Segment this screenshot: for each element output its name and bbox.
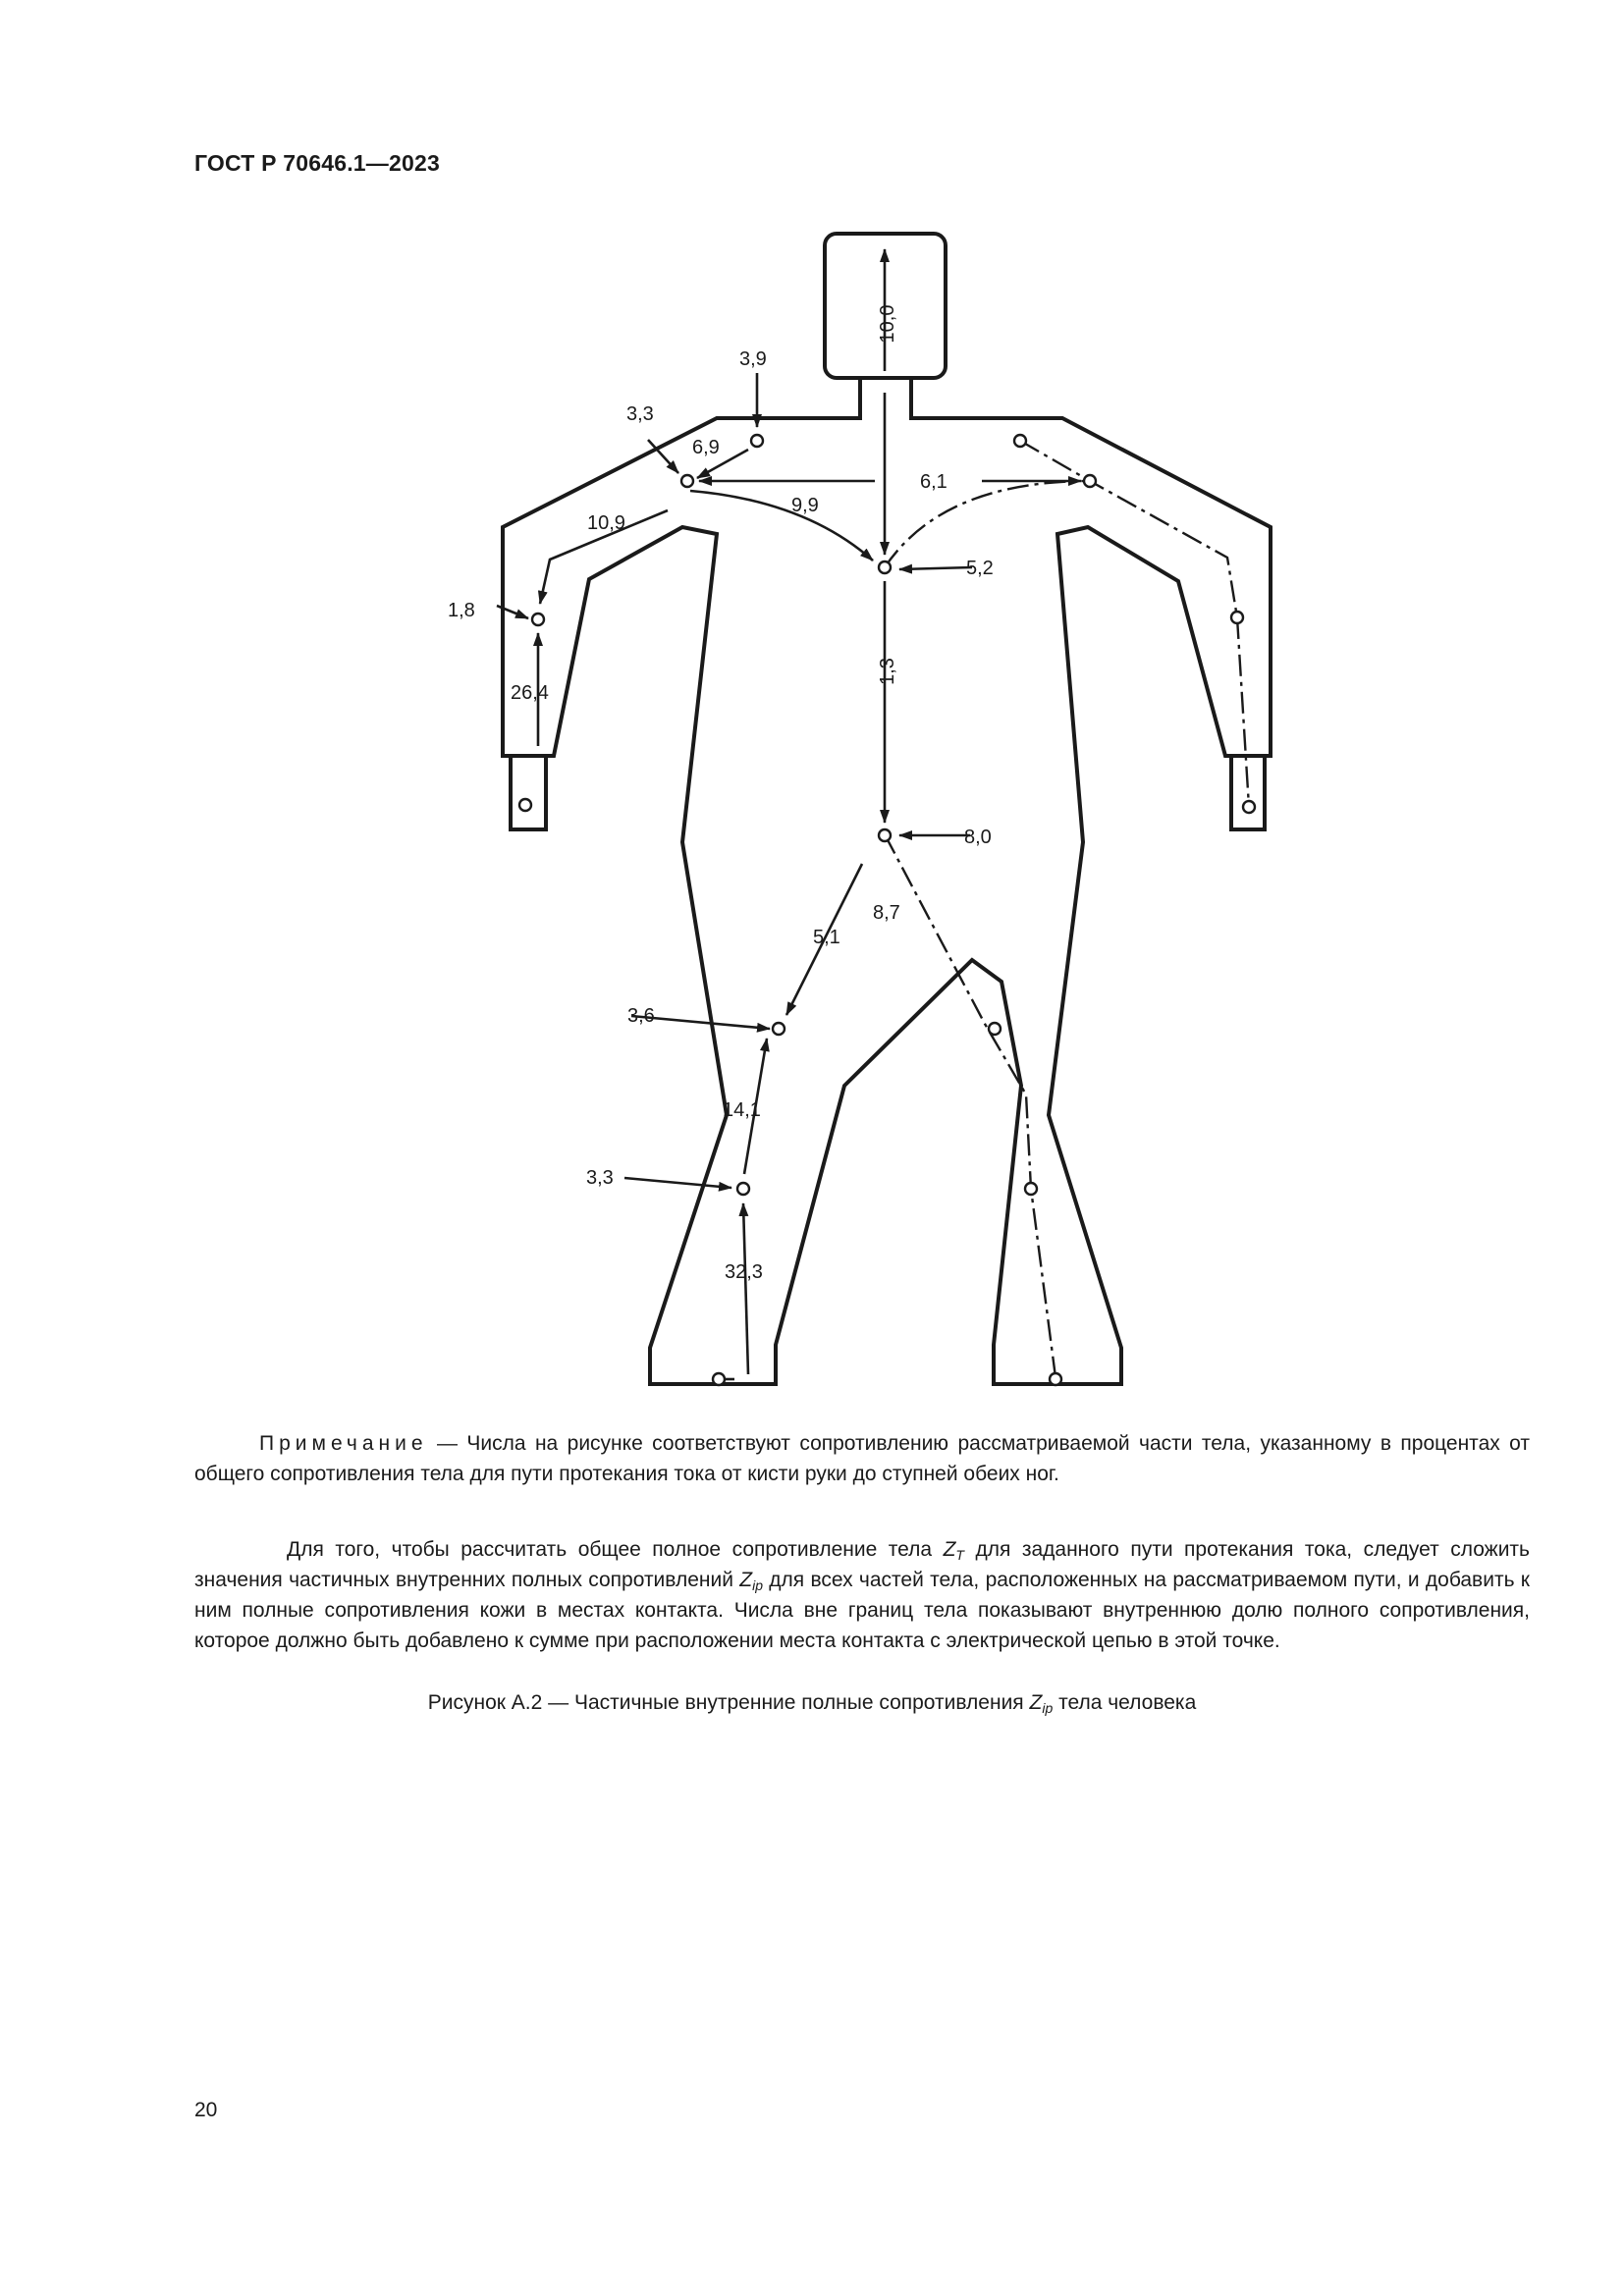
note-text: — Числа на рисунке соответствуют сопротивлению рассматриваемой части тела, указанному в процентах от общего сопротивления тела для пути протекания тока от кисти руки до ступней обеих ног. [194,1432,1530,1485]
caption-symbol-z: Z [1029,1691,1043,1714]
label-shoulder-left: 3,3 [626,403,654,425]
label-pelvis: 8,0 [964,827,992,848]
paragraph-part-1: Для того, чтобы рассчитать общее полное сопротивление тела [287,1538,944,1561]
label-trunk: 1,3 [877,658,898,685]
figure-caption [0,1691,1624,1715]
caption-symbol-sub: ip [1042,1700,1054,1716]
caption-text: Рисунок А.2 — Частичные внутренние полные сопротивления [427,1691,1030,1714]
note-label: Примечание [259,1432,428,1455]
paragraph-part-2: для заданного пути протекания тока, следует сложить значения частичных внутренних полных сопротивлений [194,1538,1530,1591]
label-shoulder-seg: 6,9 [692,437,720,458]
symbol-sub-t: T [955,1547,964,1563]
label-trunk-upper: 9,9 [791,495,819,516]
left-hand-outline [511,756,546,829]
label-ankle: 3,3 [586,1167,614,1189]
label-forearm: 26,4 [511,682,549,704]
label-chest: 5,2 [966,558,994,579]
label-upper-arm: 10,9 [587,512,625,534]
caption-suffix: тела человека [1053,1691,1197,1714]
label-knee: 3,6 [627,1005,655,1027]
symbol-z: Z [943,1538,956,1561]
paragraph-part-3: для всех частей тела, расположенных на рассматриваемом пути, и добавить к ним полные сопротивления кожи в местах контакта. Числа вне границ тела показывают внутреннюю долю полного сопротивления, которое должно быть добавлено к сумме при расположении места контакта с электрической цепью в этой точке. [194,1569,1530,1652]
label-shoulders: 6,1 [920,471,947,493]
right-current-path [885,441,1249,1377]
body-outline [503,234,1271,1384]
label-thigh-upper: 5,1 [813,927,840,948]
figure-note [194,1428,1530,1489]
symbol-z-ip: Z [739,1569,753,1591]
label-head: 10,0 [877,304,898,344]
label-shin: 32,3 [725,1261,763,1283]
page-number: 20 [194,2099,218,2121]
label-thigh-right: 8,7 [873,902,900,924]
document-header: ГОСТ Р 70646.1—2023 [194,150,440,176]
label-neck-left: 3,9 [739,348,767,370]
label-thigh: 14,1 [723,1099,761,1121]
right-hand-outline [1231,756,1265,829]
label-elbow: 1,8 [448,600,475,621]
symbol-sub-ip: ip [752,1577,763,1593]
explanation-paragraph [194,1534,1530,1656]
